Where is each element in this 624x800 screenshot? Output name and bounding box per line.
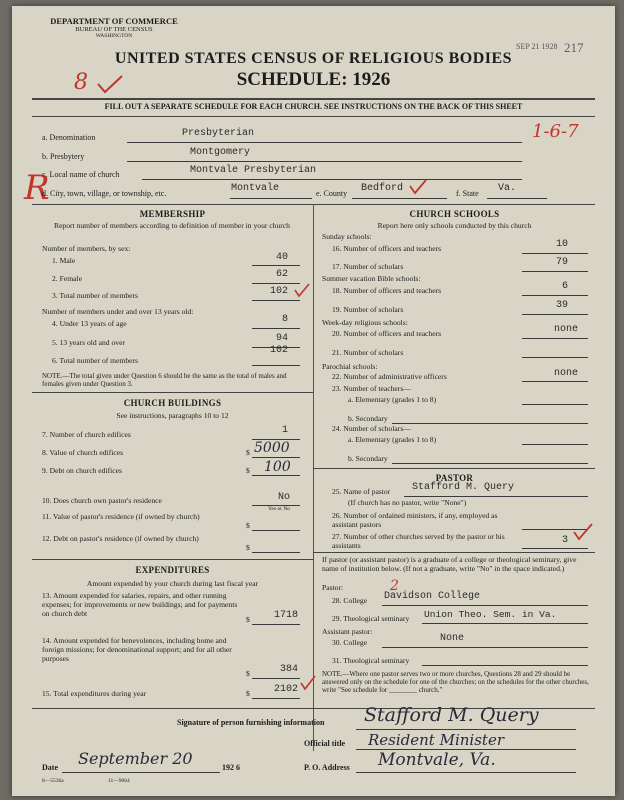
q18-line xyxy=(522,295,588,296)
red-checkmark-icon xyxy=(408,178,428,196)
q17-value: 79 xyxy=(555,257,568,268)
schedule-title: SCHEDULE: 1926 xyxy=(236,69,391,90)
q19-value: 39 xyxy=(555,300,568,311)
q19-line xyxy=(522,314,588,315)
q25-line xyxy=(404,496,588,497)
received-stamp-date: SEP 21 1928 xyxy=(516,42,558,51)
q22-line xyxy=(522,381,588,382)
red-checkmark-icon xyxy=(572,522,594,542)
q30-line xyxy=(382,647,588,648)
under-13-label: 4. Under 13 years of age xyxy=(52,319,127,328)
date-label: Date xyxy=(42,763,58,772)
res-debt-line xyxy=(252,552,300,553)
dollar-sign: $ xyxy=(246,669,250,678)
q28-value: Davidson College xyxy=(384,591,481,602)
q18-value: 6 xyxy=(561,281,568,292)
female-label: 2. Female xyxy=(52,274,82,283)
q24-secondary-label: b. Secondary xyxy=(348,454,388,463)
q19-label: 19. Number of scholars xyxy=(332,305,404,314)
membership-heading: MEMBERSHIP xyxy=(139,209,206,219)
q16-label: 16. Number of officers and teachers xyxy=(332,244,442,253)
address-line xyxy=(356,772,576,773)
red-mark-code: 1-6-7 xyxy=(532,121,579,142)
q27-value: 3 xyxy=(561,535,568,546)
assistant-subheading: Assistant pastor: xyxy=(322,627,373,636)
presbytery-value: Montgomery xyxy=(190,147,251,158)
q18-label: 18. Number of officers and teachers xyxy=(332,286,442,295)
yes-no-hint: Yes or No xyxy=(268,506,291,512)
dollar-sign: $ xyxy=(246,521,250,530)
schools-heading: CHURCH SCHOOLS xyxy=(409,209,500,219)
buildings-rule xyxy=(32,392,313,393)
instruction-rule xyxy=(32,116,595,117)
church-value-label: 8. Value of church edifices xyxy=(42,448,124,457)
address-label: P. O. Address xyxy=(304,763,350,772)
age-heading: Number of members under and over 13 years old: xyxy=(42,307,194,316)
expenditures-heading: EXPENDITURES xyxy=(135,565,210,575)
summer-schools-heading: Summer vacation Bible schools: xyxy=(322,274,421,283)
dollar-sign: $ xyxy=(246,543,250,552)
buildings-heading: CHURCH BUILDINGS xyxy=(123,398,222,408)
q21-line xyxy=(522,357,588,358)
county-line xyxy=(352,198,447,199)
over-13-label: 5. 13 years old and over xyxy=(52,338,125,347)
benevolences-value: 384 xyxy=(279,664,298,675)
red-checkmark-icon xyxy=(299,674,317,692)
department-block xyxy=(34,16,194,39)
total-members-label: 3. Total number of members xyxy=(52,291,139,300)
graduate-rule xyxy=(313,552,595,553)
red-checkmark-icon xyxy=(293,282,311,298)
q27-label: 27. Number of other churches served by the pastor or his assistants xyxy=(332,532,505,550)
form-instruction: FILL OUT A SEPARATE SCHEDULE FOR EACH CHURCH. SEE INSTRUCTIONS ON THE BACK OF THIS SHEET xyxy=(104,102,523,111)
county-label: e. County xyxy=(316,189,348,198)
official-title-label: Official title xyxy=(304,739,346,748)
pastor-subheading: Pastor: xyxy=(322,583,344,592)
date-line xyxy=(62,772,220,773)
q23-secondary-label: b. Secondary xyxy=(348,414,388,423)
address-value: Montvale, Va. xyxy=(378,750,496,770)
print-code: 11—9064 xyxy=(108,778,130,784)
res-value-label: 11. Value of pastor's residence (if owned by church) xyxy=(42,512,200,521)
denomination-value: Presbyterian xyxy=(182,128,255,139)
edifices-label: 7. Number of church edifices xyxy=(42,430,131,439)
q31-label: 31. Theological seminary xyxy=(332,656,410,665)
q25-label: 25. Name of pastor xyxy=(332,487,391,496)
denomination-label: a. Denomination xyxy=(42,133,96,142)
q29-line xyxy=(422,623,588,624)
q29-value: Union Theo. Sem. in Va. xyxy=(424,609,557,620)
salaries-label: 13. Amount expended for salaries, repairs, and other running expenses; for improvements or new buildings; and for payments on church debt xyxy=(42,591,238,618)
total-members-2-label: 6. Total number of members xyxy=(52,356,139,365)
red-mark-college: 2 xyxy=(390,578,399,594)
total-expenditures-value: 2102 xyxy=(273,684,298,695)
census-schedule-sheet xyxy=(12,6,615,796)
county-value: Bedford xyxy=(361,183,404,194)
total-members-value: 102 xyxy=(269,286,288,297)
presbytery-line xyxy=(127,161,522,162)
church-value-line xyxy=(252,457,300,458)
schools-intro: Report here only schools conducted by this church xyxy=(377,221,532,230)
pastor-heading: PASTOR xyxy=(435,473,474,483)
q24a-line xyxy=(522,444,588,445)
under-13-line xyxy=(252,328,300,329)
q30-label: 30. College xyxy=(332,638,368,647)
q17-line xyxy=(522,271,588,272)
official-title-value: Resident Minister xyxy=(368,731,504,749)
over-13-value: 94 xyxy=(275,333,288,344)
by-sex-heading: Number of members, by sex: xyxy=(42,244,131,253)
state-line xyxy=(487,198,547,199)
male-line xyxy=(252,265,300,266)
male-value: 40 xyxy=(275,252,288,263)
expenditures-rule xyxy=(32,559,313,560)
church-name-label: c. Local name of church xyxy=(42,170,120,179)
q24b-line xyxy=(392,463,588,464)
dollar-sign: $ xyxy=(246,689,250,698)
q24-label: 24. Number of scholars— xyxy=(332,424,411,433)
signature-value: Stafford M. Query xyxy=(364,704,539,726)
q23-label: 23. Number of teachers— xyxy=(332,384,411,393)
q16-value: 10 xyxy=(555,239,568,250)
q31-line xyxy=(422,665,588,666)
church-name-line xyxy=(142,179,522,180)
total-expenditures-line xyxy=(252,698,300,699)
state-value: Va. xyxy=(498,183,517,194)
pastor-note: NOTE.—Where one pastor serves two or more churches, Questions 28 and 29 should be answered only on the schedule for one of the churches; on the schedules for the other churches, write "See schedule for ________ church." xyxy=(322,670,589,694)
red-mark-r: R xyxy=(24,168,50,208)
signature-label: Signature of person furnishing information xyxy=(177,718,325,727)
q28-line xyxy=(382,605,588,606)
pastor-rule xyxy=(313,468,595,469)
church-name-value: Montvale Presbyterian xyxy=(190,165,317,176)
q24-elementary-label: a. Elementary (grades 1 to 8) xyxy=(348,435,437,444)
form-code: 8—5536a xyxy=(42,778,64,784)
church-debt-value: 100 xyxy=(264,459,291,475)
q25-note: (If church has no pastor, write "None") xyxy=(348,498,467,507)
church-debt-label: 9. Debt on church edifices xyxy=(42,466,122,475)
city-name: WASHINGTON xyxy=(95,33,133,39)
q17-label: 17. Number of scholars xyxy=(332,262,404,271)
received-stamp-number: 217 xyxy=(564,40,584,55)
weekday-schools-heading: Week-day religious schools: xyxy=(322,318,408,327)
q20-label: 20. Number of officers and teachers xyxy=(332,329,442,338)
dollar-sign: $ xyxy=(246,466,250,475)
sunday-schools-heading: Sunday schools: xyxy=(322,232,372,241)
q22-label: 22. Number of administrative officers xyxy=(332,372,447,381)
total-members-2-line xyxy=(252,365,300,366)
bureau-name: BUREAU OF THE CENSUS xyxy=(75,26,153,33)
header-rule xyxy=(32,98,595,100)
state-label: f. State xyxy=(456,189,479,198)
q25-value: Stafford M. Query xyxy=(412,482,515,493)
q23a-line xyxy=(522,404,588,405)
q21-label: 21. Number of scholars xyxy=(332,348,404,357)
residence-value: No xyxy=(277,492,290,503)
salaries-line xyxy=(252,624,300,625)
presbytery-label: b. Presbytery xyxy=(42,152,85,161)
q20-value: none xyxy=(553,324,578,335)
church-value-value: 5000 xyxy=(254,440,290,456)
q16-line xyxy=(522,253,588,254)
red-checkmark-icon xyxy=(96,74,124,96)
buildings-intro: See instructions, paragraphs 10 to 12 xyxy=(116,411,229,420)
signature-line xyxy=(356,729,576,730)
dollar-sign: $ xyxy=(246,448,250,457)
total-expenditures-label: 15. Total expenditures during year xyxy=(42,689,147,698)
male-label: 1. Male xyxy=(52,256,76,265)
q23b-line xyxy=(392,423,588,424)
total-members-2-value: 102 xyxy=(269,345,288,356)
city-line xyxy=(230,198,312,199)
church-debt-line xyxy=(252,475,300,476)
graduate-note: If pastor (or assistant pastor) is a graduate of a college or theological seminary, give name of institution below. (If not a graduate, write "No" in the space indicated.) xyxy=(322,555,577,573)
q26-label: 26. Number of ordained ministers, if any, employed as assistant pastors xyxy=(332,511,498,529)
city-label: d. City, town, village, or township, etc. xyxy=(42,189,167,198)
city-value: Montvale xyxy=(231,183,280,194)
date-value: September 20 xyxy=(78,749,193,768)
q29-label: 29. Theological seminary xyxy=(332,614,410,623)
denomination-line xyxy=(127,142,522,143)
date-year: 192 6 xyxy=(222,763,240,772)
res-value-line xyxy=(252,530,300,531)
expenditures-intro: Amount expended by your church during last fiscal year xyxy=(86,579,259,588)
q20-line xyxy=(522,338,588,339)
q23-elementary-label: a. Elementary (grades 1 to 8) xyxy=(348,395,437,404)
dollar-sign: $ xyxy=(246,615,250,624)
under-13-value: 8 xyxy=(281,314,288,325)
q27-line xyxy=(522,548,588,549)
q22-value: none xyxy=(553,368,578,379)
q30-value: None xyxy=(440,633,465,644)
department-name: DEPARTMENT OF COMMERCE xyxy=(50,16,178,26)
benevolences-line xyxy=(252,678,300,679)
benevolences-label: 14. Amount expended for benevolences, including home and foreign missions; for denominational support; and for all other purposes xyxy=(42,636,232,663)
red-mark-number: 8 xyxy=(74,70,88,95)
q28-label: 28. College xyxy=(332,596,368,605)
parochial-schools-heading: Parochial schools: xyxy=(322,362,378,371)
total-members-line xyxy=(252,300,300,301)
res-debt-label: 12. Debt on pastor's residence (if owned by church) xyxy=(42,534,199,543)
residence-label: 10. Does church own pastor's residence xyxy=(42,496,162,505)
membership-intro: Report number of members according to definition of member in your church xyxy=(54,221,290,230)
female-value: 62 xyxy=(275,269,288,280)
form-title: UNITED STATES CENSUS OF RELIGIOUS BODIES xyxy=(114,50,513,67)
membership-note: NOTE.—The total given under Question 6 should be the same as the total of males and females given under Question 3. xyxy=(42,372,287,388)
edifices-value: 1 xyxy=(281,425,288,436)
salaries-value: 1718 xyxy=(273,610,298,621)
